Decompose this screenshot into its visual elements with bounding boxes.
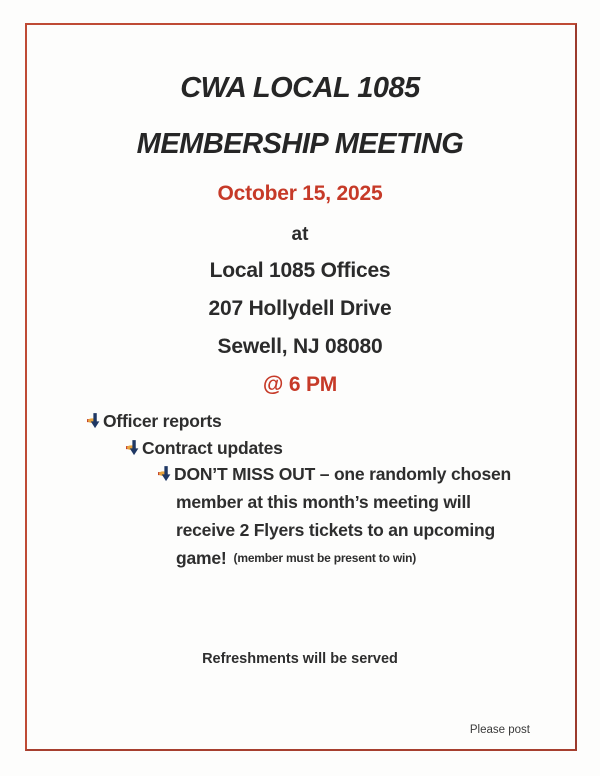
event-street: 207 Hollydell Drive: [208, 297, 392, 320]
agenda-item-note: (member must be present to win): [233, 551, 417, 565]
agenda-item-continuation: receive 2 Flyers tickets to an upcoming: [176, 520, 495, 540]
flyer-title-line1: CWA LOCAL 1085: [180, 72, 420, 104]
agenda-item-label: Officer reports: [103, 411, 222, 431]
please-post-note: Please post: [469, 724, 530, 736]
agenda-item-dont-miss-out: [158, 464, 511, 485]
agenda-item-continuation: member at this month’s meeting will: [176, 492, 471, 512]
event-city: Sewell, NJ 08080: [217, 335, 383, 358]
flyer-title-line2: MEMBERSHIP MEETING: [136, 128, 464, 160]
agenda-item-continuation: [176, 548, 416, 569]
event-venue: Local 1085 Offices: [209, 259, 391, 282]
down-arrow-bullet-icon: [158, 466, 173, 482]
event-date: October 15, 2025: [217, 182, 383, 205]
agenda-item-label: game!: [176, 548, 227, 568]
event-at-label: at: [291, 224, 309, 245]
event-time: @ 6 PM: [262, 373, 338, 396]
down-arrow-bullet-icon: [87, 413, 102, 429]
agenda-item-label: DON’T MISS OUT – one randomly chosen: [174, 464, 512, 484]
down-arrow-bullet-icon: [126, 440, 141, 456]
agenda-item-officer-reports: [87, 411, 222, 432]
agenda-item-contract-updates: [126, 438, 283, 459]
refreshments-note: Refreshments will be served: [202, 651, 398, 667]
agenda-item-label: Contract updates: [142, 438, 283, 458]
